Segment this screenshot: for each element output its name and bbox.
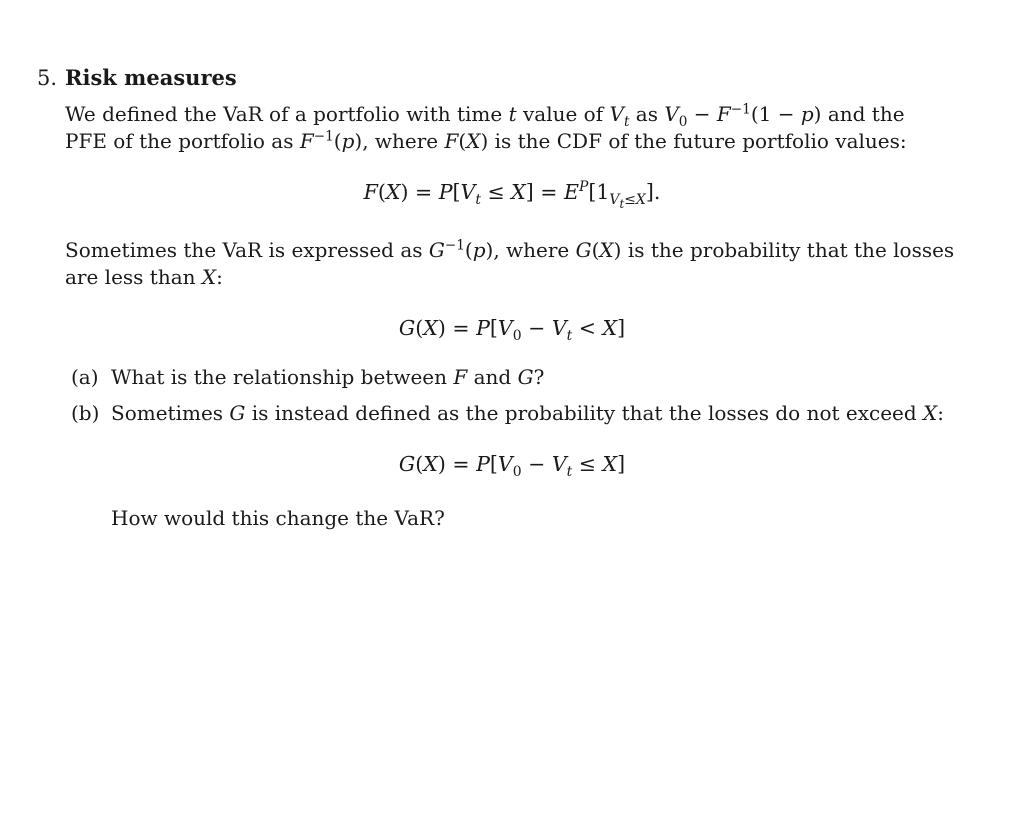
math-var: X <box>385 180 401 204</box>
math-var: X <box>599 238 614 262</box>
text-run: What is the relationship between <box>111 365 454 389</box>
text-run: We defined the VaR of a portfolio with time <box>65 102 509 126</box>
text-run: value of <box>516 102 610 126</box>
math-var: X <box>423 316 438 340</box>
math-var: F <box>444 129 459 153</box>
math-var: P <box>476 316 490 340</box>
paragraph-line <box>65 237 954 264</box>
text-run: : <box>937 401 945 425</box>
math-operator: − <box>521 316 552 340</box>
text-run: is instead defined as the probability that the losses do not exceed <box>245 401 924 425</box>
math-var: V <box>609 102 624 126</box>
math-subscript: t <box>619 196 625 211</box>
text-run: Sometimes <box>111 401 230 425</box>
section-heading <box>37 64 237 92</box>
text-run: and the <box>821 102 905 126</box>
math-text: ( <box>458 129 467 153</box>
math-var: G <box>229 401 246 425</box>
math-subscript: 0 <box>512 328 522 345</box>
math-var: P <box>438 180 453 204</box>
math-subscript: t <box>566 328 573 345</box>
indicator-one: 1 <box>596 180 610 204</box>
math-var: G <box>428 238 445 262</box>
math-superscript: P <box>578 179 589 196</box>
paragraph-line <box>65 101 907 128</box>
paragraph-line <box>65 264 954 291</box>
text-run: : <box>216 265 223 289</box>
math-var: F <box>453 365 468 389</box>
math-subscript: ≤ <box>624 192 636 209</box>
equation-loss-not-exceed: $G(X) = P[V_0 - V_t \le X]$ <box>398 452 626 481</box>
math-var: p <box>341 129 355 153</box>
math-text: (1 − <box>750 102 801 126</box>
math-var: X <box>201 265 217 289</box>
question-item-a <box>71 364 544 391</box>
math-text: ( <box>591 238 600 262</box>
math-subscript: 0 <box>678 114 688 130</box>
math-var: t <box>508 102 517 126</box>
math-var: X <box>423 452 438 476</box>
text-run: ), where <box>485 238 576 262</box>
text-run: is the CDF of the future portfolio values: <box>488 129 907 153</box>
math-text: ) <box>613 238 622 262</box>
math-subscript: X <box>635 192 646 209</box>
item-label: (b) <box>71 401 100 425</box>
text-run: is the probability that the losses <box>621 238 955 262</box>
math-var: F <box>363 180 378 204</box>
math-var: V <box>497 452 513 476</box>
math-var: G <box>575 238 592 262</box>
math-text: ) <box>813 102 822 126</box>
math-text: ) <box>480 129 489 153</box>
closing-question: How would this change the VaR? <box>111 506 445 530</box>
math-var: V <box>460 180 476 204</box>
math-var: F <box>716 102 731 126</box>
math-var: E <box>563 180 579 204</box>
math-subscript: t <box>566 464 573 481</box>
text-run: and <box>467 365 518 389</box>
text-run: ? <box>533 365 545 389</box>
math-subscript: t <box>623 114 630 130</box>
math-var: G <box>398 452 416 476</box>
math-var: G <box>517 365 534 389</box>
math-subscript: V <box>609 192 620 209</box>
text-run: Sometimes the VaR is expressed as <box>65 238 429 262</box>
math-operator: < <box>572 316 603 340</box>
text-run: PFE of the portfolio as <box>65 129 300 153</box>
math-var: p <box>800 102 814 126</box>
text-run: ), where <box>354 129 445 153</box>
math-var: X <box>511 180 526 204</box>
question-item-b <box>71 400 944 427</box>
math-superscript: −1 <box>313 128 334 145</box>
math-superscript: −1 <box>730 101 751 118</box>
math-subscript: t <box>475 192 481 209</box>
math-var: V <box>551 452 567 476</box>
equation-loss-less-than: $G(X) = P[V_0 - V_t < X]$ <box>398 316 626 345</box>
section-title: Risk measures <box>65 65 237 90</box>
math-var: V <box>664 102 679 126</box>
math-var: p <box>472 238 486 262</box>
math-var: X <box>466 129 481 153</box>
math-operator: ≤ <box>480 180 512 204</box>
math-var: V <box>497 316 513 340</box>
math-var: X <box>602 452 618 476</box>
text-run: are less than <box>65 265 202 289</box>
math-text: ( <box>464 238 473 262</box>
paragraph-var-alternative <box>65 237 954 291</box>
math-operator: − <box>687 102 717 126</box>
paragraph-var-definition <box>65 101 907 155</box>
math-var: X <box>602 316 618 340</box>
section-number: 5. <box>37 66 58 90</box>
math-superscript: −1 <box>444 237 465 254</box>
paragraph-line <box>65 128 907 155</box>
math-var: V <box>551 316 567 340</box>
math-operator: ≤ <box>572 452 603 476</box>
math-text: ]. <box>645 180 661 204</box>
item-label: (a) <box>71 365 99 389</box>
math-text: ( <box>333 129 342 153</box>
math-subscript: 0 <box>512 464 522 481</box>
math-var: G <box>398 316 416 340</box>
math-var: F <box>299 129 314 153</box>
equation-cdf: $F(X) = P[V_t \le X] = E^P[1_{V_t\le X}]$. <box>363 179 661 211</box>
math-var: P <box>476 452 490 476</box>
math-var: X <box>923 401 938 425</box>
math-operator: − <box>521 452 552 476</box>
text-run: as <box>629 102 665 126</box>
